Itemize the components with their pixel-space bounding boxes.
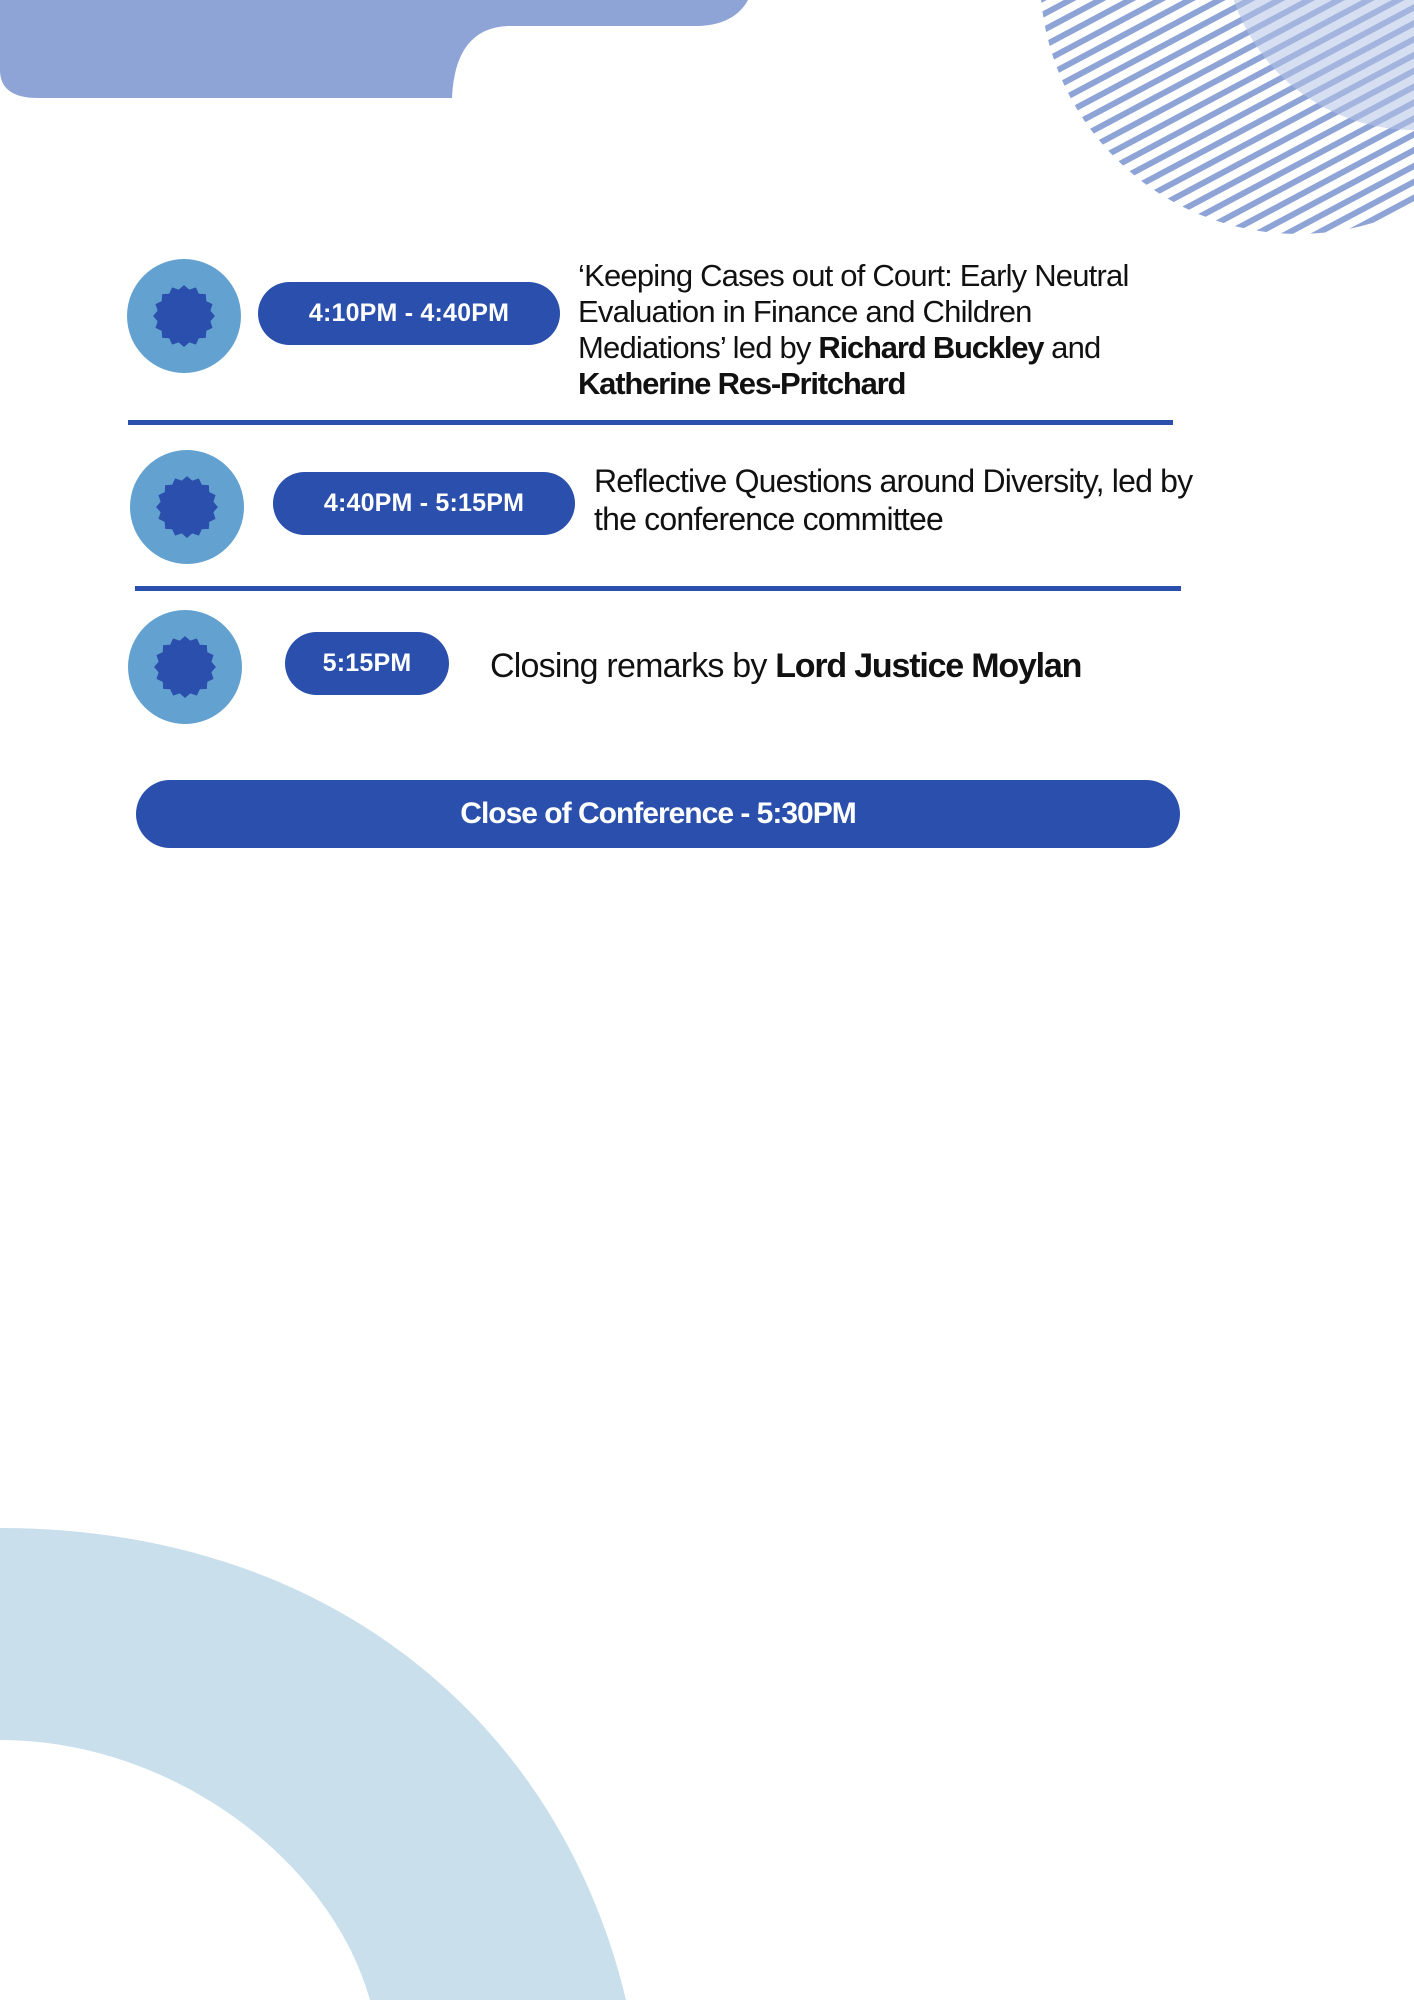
- time-pill: 4:40PM - 5:15PM: [273, 472, 575, 535]
- striped-circle-shape: [1034, 0, 1414, 240]
- seal-icon: [127, 259, 241, 373]
- top-wave-shape: [0, 0, 760, 100]
- speaker-name: Katherine Res-Pritchard: [578, 366, 906, 401]
- time-pill: 4:10PM - 4:40PM: [258, 282, 560, 345]
- seal-icon: [128, 610, 242, 724]
- close-of-conference-banner: Close of Conference - 5:30PM: [136, 780, 1180, 848]
- connector-text: and: [1043, 330, 1101, 365]
- session-title: Closing remarks by: [490, 647, 776, 685]
- time-pill: 5:15PM: [285, 632, 449, 695]
- speaker-name: Richard Buckley: [818, 330, 1044, 365]
- session-description: [578, 258, 1158, 402]
- bottom-arc-shape: [0, 1528, 640, 2000]
- divider: [128, 420, 1173, 425]
- speaker-name: Lord Justice Moylan: [775, 647, 1082, 685]
- session-description: [490, 646, 1190, 686]
- divider: [135, 586, 1181, 591]
- session-title: Reflective Questions around Diversity, led by the conference committee: [594, 463, 1193, 537]
- session-description: [594, 462, 1204, 538]
- session-title: ‘Keeping Cases out of Court: Early Neutral Evaluation in Finance and Children Mediations’ led by: [578, 258, 1129, 365]
- seal-icon: [130, 450, 244, 564]
